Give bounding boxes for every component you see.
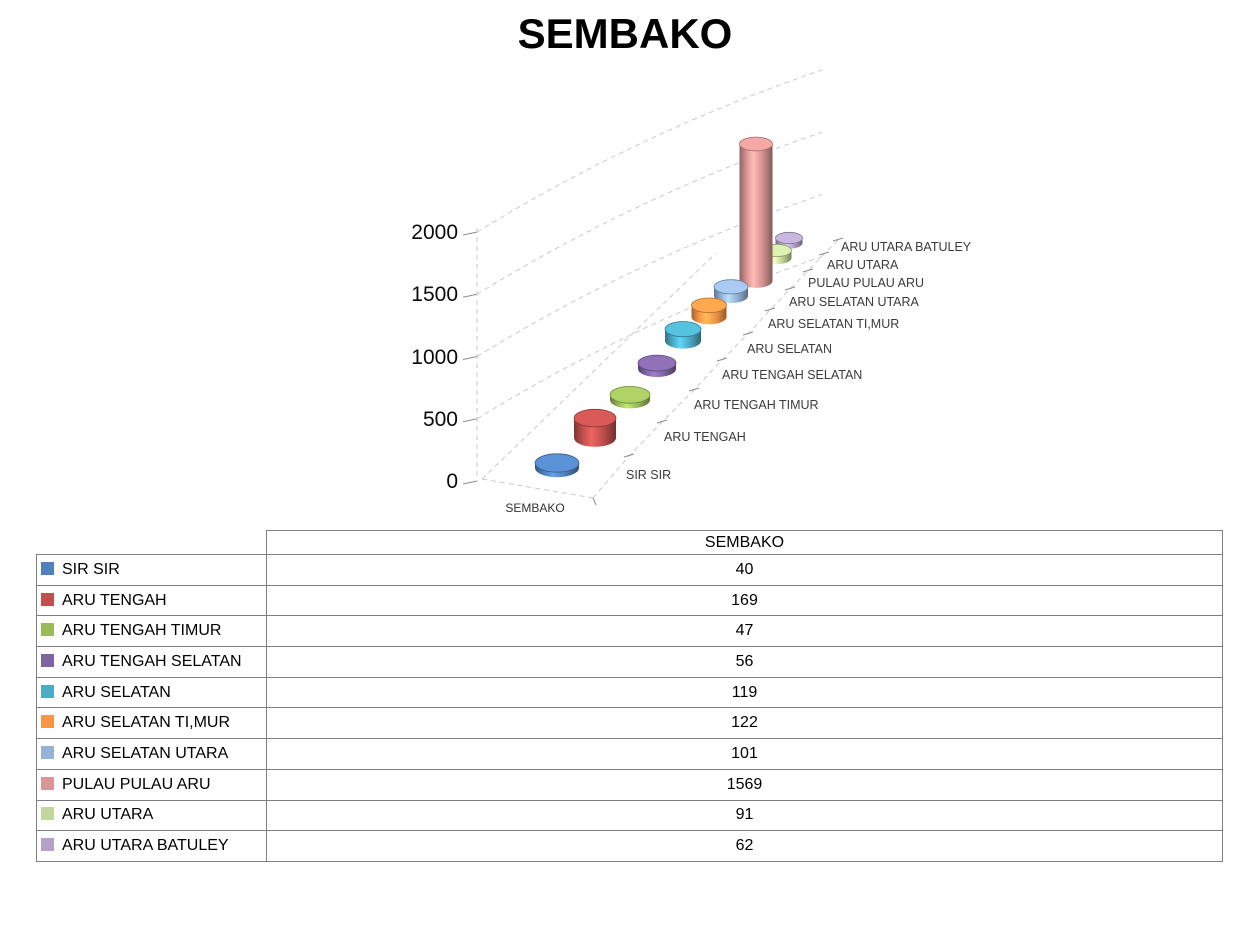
table-row-label-text: SIR SIR: [62, 560, 120, 578]
table-row: [37, 800, 1223, 831]
table-row-label: [37, 739, 267, 770]
table-row-value: 169: [267, 585, 1223, 616]
table-row: [37, 708, 1223, 739]
legend-color-swatch-icon: [41, 838, 54, 851]
chart-title: SEMBAKO: [517, 10, 733, 57]
category-label: ARU TENGAH: [664, 430, 746, 444]
legend-color-swatch-icon: [41, 562, 54, 575]
series-axis-label: SEMBAKO: [505, 501, 565, 515]
table-row: [37, 616, 1223, 647]
table-row: [37, 647, 1223, 678]
table-row-label: [37, 708, 267, 739]
cylinder-aru-tengah-timur[interactable]: [610, 386, 650, 408]
legend-color-swatch-icon: [41, 623, 54, 636]
y-axis-tick-label: 1000: [411, 346, 458, 369]
table-row: [37, 769, 1223, 800]
table-row-value: 40: [267, 555, 1223, 586]
legend-color-swatch-icon: [41, 777, 54, 790]
y-axis-tick-label: 0: [446, 470, 458, 493]
y-axis-tick-label: 500: [422, 408, 458, 431]
table-row-label: [37, 647, 267, 678]
table-row-label-text: ARU SELATAN TI,MUR: [62, 714, 231, 732]
table-row-value: 122: [267, 708, 1223, 739]
legend-color-swatch-icon: [41, 685, 54, 698]
legend-color-swatch-icon: [41, 654, 54, 667]
category-label: ARU SELATAN: [747, 342, 832, 356]
category-label: SIR SIR: [626, 468, 672, 482]
table-row-value: 119: [267, 677, 1223, 708]
cylinder-aru-selatan[interactable]: [665, 322, 701, 349]
y-axis-tick-label: 1500: [411, 283, 458, 306]
cylinder-pulau-pulau-aru[interactable]: [740, 137, 773, 288]
cylinder-aru-tengah-selatan[interactable]: [638, 355, 676, 377]
table-row: [37, 585, 1223, 616]
category-label: ARU TENGAH SELATAN: [722, 368, 863, 382]
legend-color-swatch-icon: [41, 807, 54, 820]
category-label: ARU SELATAN TI,MUR: [768, 317, 900, 331]
table-row-label-text: ARU UTARA BATULEY: [62, 837, 229, 855]
table-row-value: 1569: [267, 769, 1223, 800]
table-row-label-text: ARU SELATAN UTARA: [62, 744, 229, 762]
table-row-label-text: ARU TENGAH SELATAN: [62, 652, 242, 670]
cylinder-aru-selatan-ti-mur[interactable]: [692, 298, 727, 324]
table-row: [37, 739, 1223, 770]
table-row: [37, 831, 1223, 862]
category-label: PULAU PULAU ARU: [808, 276, 925, 290]
category-label: ARU TENGAH TIMUR: [694, 398, 819, 412]
table-row: [37, 555, 1223, 586]
table-row-value: 56: [267, 647, 1223, 678]
chart-data-table: [36, 530, 1223, 862]
category-label: ARU SELATAN UTARA: [789, 295, 919, 309]
grid-and-axes: [463, 70, 843, 505]
legend-color-swatch-icon: [41, 715, 54, 728]
table-row-label: [37, 831, 267, 862]
table-row: [37, 677, 1223, 708]
category-label: ARU UTARA: [827, 258, 899, 272]
legend-color-swatch-icon: [41, 593, 54, 606]
table-row-label: [37, 677, 267, 708]
table-row-value: 101: [267, 739, 1223, 770]
table-row-label: [37, 585, 267, 616]
table-row-label: [37, 769, 267, 800]
cylinder-sir-sir[interactable]: [535, 454, 579, 477]
category-label: ARU UTARA BATULEY: [841, 240, 972, 254]
table-row-label-text: ARU TENGAH: [62, 591, 167, 609]
table-row-label: [37, 616, 267, 647]
legend-color-swatch-icon: [41, 746, 54, 759]
table-row-label: [37, 800, 267, 831]
table-row-value: 47: [267, 616, 1223, 647]
y-axis-tick-label: 2000: [411, 221, 458, 244]
table-row-value: 62: [267, 831, 1223, 862]
table-row-label-text: ARU SELATAN: [62, 683, 171, 701]
table-row-label-text: ARU UTARA: [62, 806, 154, 824]
table-corner-cell: [37, 531, 267, 555]
table-header-cell: SEMBAKO: [267, 531, 1223, 555]
table-row-label: [37, 555, 267, 586]
table-row-label-text: PULAU PULAU ARU: [62, 775, 211, 793]
cylinder-aru-tengah[interactable]: [574, 409, 616, 446]
table-row-label-text: ARU TENGAH TIMUR: [62, 622, 222, 640]
table-header-row: [37, 531, 1223, 555]
table-row-value: 91: [267, 800, 1223, 831]
